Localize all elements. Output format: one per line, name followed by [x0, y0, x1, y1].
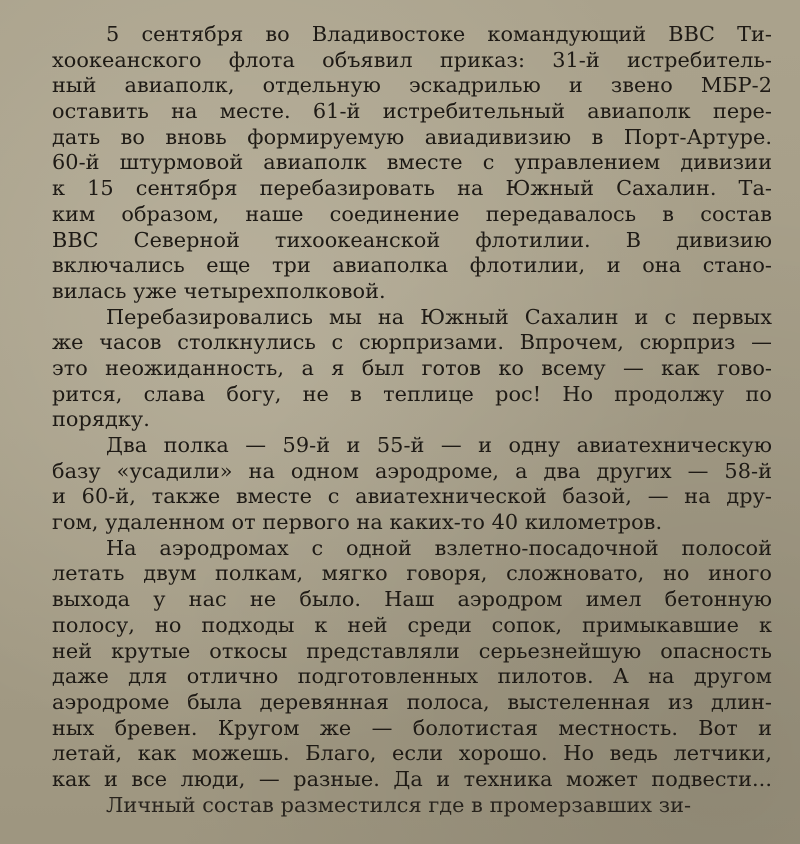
text-line: летай, как можешь. Благо, если хорошо. Но ведь летчики, [52, 741, 772, 766]
text-line: это неожиданность, а я был готов ко всему — как гово- [52, 355, 772, 380]
text-line: к 15 сентября перебазировать на Южный Сахалин. Та- [52, 176, 772, 201]
text-line: оставить на месте. 61-й истребительный авиаполк пере- [52, 99, 772, 124]
text-line: 5 сентября во Владивостоке командующий ВВС Ти- [106, 22, 772, 46]
text-line: ким образом, наше соединение передавалось в состав [52, 201, 772, 226]
text-line: ней крутые откосы представляли серьезнейшую опасность [52, 638, 772, 663]
text-line: рится, слава богу, не в теплице рос! Но продолжу по [52, 381, 772, 406]
text-line: и 60-й, также вместе с авиатехнической базой, — на дру- [52, 484, 772, 509]
text-line: Два полка — 59-й и 55-й — и одну авиатехническую [106, 433, 772, 457]
text-line: 60-й штурмовой авиаполк вместе с управлением дивизии [52, 150, 772, 175]
book-text [52, 22, 772, 818]
text-line: Личный состав разместился где в промерзавших зи- [106, 792, 692, 817]
text-line: аэродроме была деревянная полоса, выстеленная из длин- [52, 689, 772, 714]
text-line: ный авиаполк, отдельную эскадрилью и звено МБР-2 [52, 73, 772, 98]
text-line: даже для отлично подготовленных пилотов. А на другом [52, 664, 772, 689]
text-line: ВВС Северной тихоокеанской флотилии. В дивизию [52, 227, 772, 252]
text-line: ных бревен. Кругом же — болотистая местность. Вот и [52, 715, 772, 740]
text-line: выхода у нас не было. Наш аэродром имел бетонную [52, 587, 772, 612]
text-line: вилась уже четырехполковой. [52, 278, 386, 303]
text-line: полосу, но подходы к ней среди сопок, примыкавшие к [52, 612, 772, 637]
text-line: На аэродромах с одной взлетно-посадочной полосой [106, 535, 772, 560]
text-line: как и все люди, — разные. Да и техника может подвести... [52, 766, 772, 791]
text-line: Перебазировались мы на Южный Сахалин и с первых [106, 304, 772, 329]
text-line: хоокеанского флота объявил приказ: 31-й истребитель- [52, 47, 772, 72]
text-line: базу «усадили» на одном аэродроме, а два других — 58-й [52, 458, 772, 483]
text-line: порядку. [52, 407, 150, 432]
text-line: дать во вновь формируемую авиадивизию в Порт-Артуре. [52, 124, 772, 149]
text-line: включались еще три авиаполка флотилии, и она стано- [52, 253, 772, 278]
text-line: гом, удаленном от первого на каких-то 40 километров. [52, 510, 663, 535]
text-line: летать двум полкам, мягко говоря, сложновато, но иного [52, 561, 772, 586]
text-line: же часов столкнулись с сюрпризами. Впрочем, сюрприз — [52, 330, 772, 355]
